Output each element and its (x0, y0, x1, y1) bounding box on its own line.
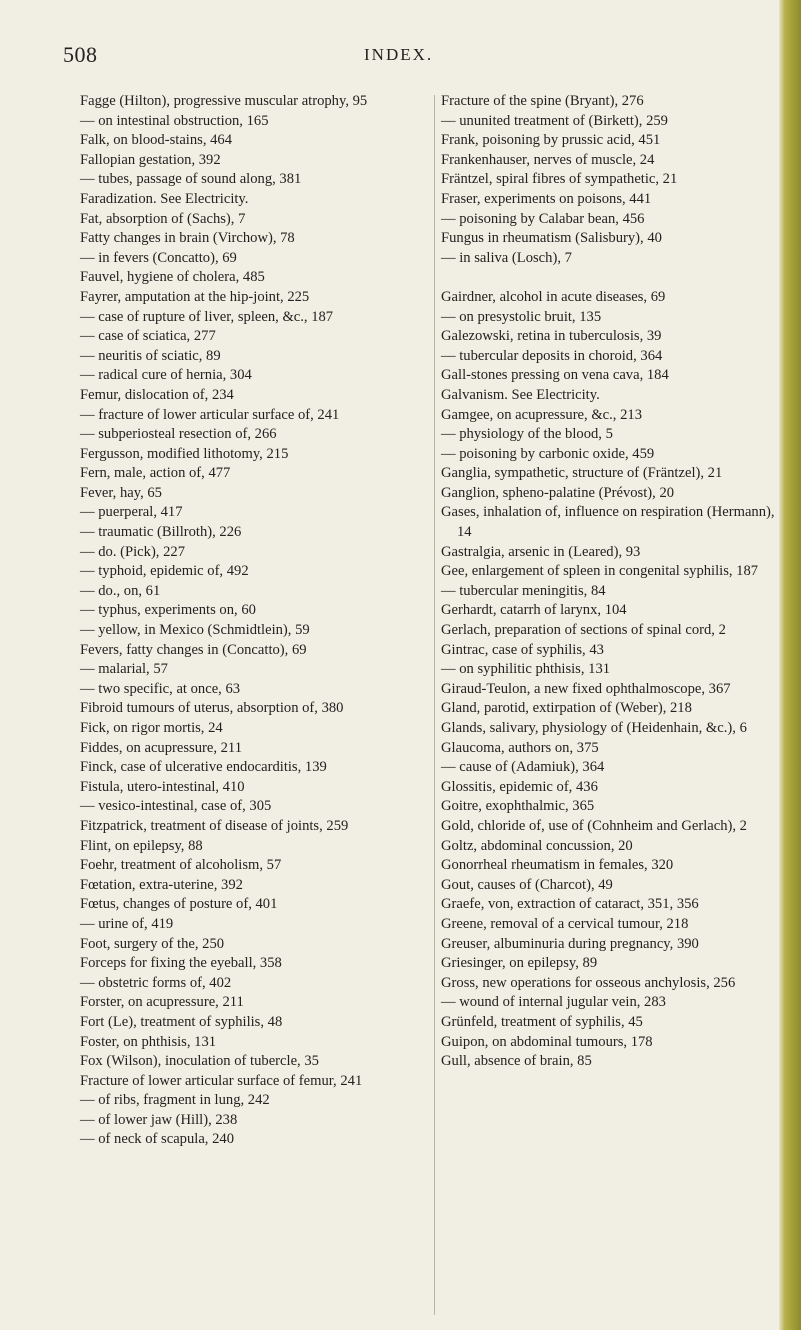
index-entry: — in fevers (Concatto), 69 (80, 249, 237, 266)
index-entry: — tubercular deposits in choroid, 364 (441, 347, 663, 364)
index-entry: — of lower jaw (Hill), 238 (80, 1111, 238, 1128)
index-entry: Fungus in rheumatism (Salisbury), 40 (441, 230, 662, 247)
index-entry: Guipon, on abdominal tumours, 178 (441, 1033, 653, 1050)
index-entry: Fracture of the spine (Bryant), 276 (441, 93, 644, 109)
page-number: 508 (63, 42, 98, 67)
index-entry: Finck, case of ulcerative endocarditis, 139 (80, 759, 327, 776)
index-entry: Gases, inhalation of, influence on respiration (Hermann), 14 (441, 504, 775, 541)
index-entry: Fern, male, action of, 477 (80, 465, 231, 482)
index-column-left (80, 92, 430, 1150)
index-entry: Fraser, experiments on poisons, 441 (441, 190, 652, 207)
index-entry: Forster, on acupressure, 211 (80, 994, 244, 1011)
index-entry: Fergusson, modified lithotomy, 215 (80, 445, 289, 462)
index-entry: Graefe, von, extraction of cataract, 351, 356 (441, 896, 699, 913)
index-entry: Fayrer, amputation at the hip-joint, 225 (80, 288, 310, 305)
index-entry: Gull, absence of brain, 85 (441, 1053, 592, 1070)
index-entry: Fever, hay, 65 (80, 484, 162, 501)
index-entry: Fallopian gestation, 392 (80, 151, 221, 168)
index-entry: Fistula, utero-intestinal, 410 (80, 778, 245, 795)
index-entry: — in saliva (Losch), 7 (441, 249, 572, 266)
index-entry: Glossitis, epidemic of, 436 (441, 778, 598, 795)
index-entry: — of neck of scapula, 240 (80, 1131, 234, 1148)
index-entry: Goitre, exophthalmic, 365 (441, 798, 595, 815)
index-entry: — tubercular meningitis, 84 (441, 582, 606, 599)
index-entry: — do. (Pick), 227 (80, 543, 185, 560)
index-entry: Forceps for fixing the eyeball, 358 (80, 955, 282, 972)
index-entry: — two specific, at once, 63 (80, 680, 241, 697)
index-entry: Gland, parotid, extirpation of (Weber), 218 (441, 700, 692, 717)
index-entry: — ununited treatment of (Birkett), 259 (441, 112, 668, 129)
index-entry: Faradization. See Electricity. (80, 190, 249, 207)
index-entry: Galezowski, retina in tuberculosis, 39 (441, 328, 662, 345)
index-entry: Fevers, fatty changes in (Concatto), 69 (80, 641, 307, 658)
index-entry: Galvanism. See Electricity. (441, 386, 600, 403)
index-entry: Gonorrheal rheumatism in females, 320 (441, 857, 674, 874)
index-entry: — physiology of the blood, 5 (441, 426, 613, 443)
index-entry: — case of sciatica, 277 (80, 328, 216, 345)
index-entry: Gamgee, on acupressure, &c., 213 (441, 406, 642, 423)
index-entry: Goltz, abdominal concussion, 20 (441, 837, 633, 854)
index-entry: Frankenhauser, nerves of muscle, 24 (441, 151, 655, 168)
index-entry: — cause of (Adamiuk), 364 (441, 759, 605, 776)
index-entry: Gall-stones pressing on vena cava, 184 (441, 367, 669, 384)
index-entry: Glaucoma, authors on, 375 (441, 739, 599, 756)
running-title: INDEX. (364, 45, 434, 64)
index-entry: — typhus, experiments on, 60 (80, 602, 256, 619)
index-entry: — yellow, in Mexico (Schmidtlein), 59 (80, 622, 310, 639)
index-entry: — case of rupture of liver, spleen, &c., 187 (80, 308, 334, 325)
index-entry: Fiddes, on acupressure, 211 (80, 739, 242, 756)
index-entry: Fick, on rigor mortis, 24 (80, 720, 223, 736)
index-entry: Falk, on blood-stains, 464 (80, 132, 233, 149)
index-entry: Gerlach, preparation of sections of spinal cord, 2 (441, 622, 726, 639)
index-entry: Fat, absorption of (Sachs), 7 (80, 210, 246, 227)
index-entry: Greuser, albuminuria during pregnancy, 390 (441, 935, 699, 952)
index-entry: Glands, salivary, physiology of (Heidenhain, &c.), 6 (441, 720, 747, 736)
index-entry: Gerhardt, catarrh of larynx, 104 (441, 602, 627, 619)
index-entry: Fitzpatrick, treatment of disease of joints, 259 (80, 817, 349, 834)
index-entry: — radical cure of hernia, 304 (80, 367, 252, 384)
index-entry: Fatty changes in brain (Virchow), 78 (80, 230, 295, 247)
index-entry: Flint, on epilepsy, 88 (80, 837, 203, 854)
index-entry: — fracture of lower articular surface of, 241 (80, 406, 340, 423)
index-entry: — puerperal, 417 (80, 504, 183, 521)
index-entry: — on intestinal obstruction, 165 (80, 112, 269, 129)
index-entry: — malarial, 57 (80, 661, 168, 678)
index-entry: Foster, on phthisis, 131 (80, 1033, 217, 1050)
index-entry: Greene, removal of a cervical tumour, 218 (441, 915, 689, 932)
index-entry: Fagge (Hilton), progressive muscular atrophy, 95 (80, 93, 368, 109)
index-entry: — on presystolic bruit, 135 (441, 308, 602, 325)
index-entry: Giraud-Teulon, a new fixed ophthalmoscope, 367 (441, 680, 731, 697)
index-entry: Fœtation, extra-uterine, 392 (80, 876, 243, 893)
index-entry: — traumatic (Billroth), 226 (80, 524, 242, 541)
index-entry: Gout, causes of (Charcot), 49 (441, 876, 613, 893)
index-entry: Ganglion, spheno-palatine (Prévost), 20 (441, 484, 675, 501)
index-entry: — wound of internal jugular vein, 283 (441, 994, 666, 1011)
column-divider (434, 95, 435, 1315)
index-entry: Grünfeld, treatment of syphilis, 45 (441, 1013, 643, 1030)
index-entry: — tubes, passage of sound along, 381 (80, 171, 302, 188)
index-entry: Ganglia, sympathetic, structure of (Fräntzel), 21 (441, 465, 723, 482)
index-entry: Foot, surgery of the, 250 (80, 935, 225, 952)
index-entry: Gee, enlargement of spleen in congenital syphilis, 187 (441, 563, 759, 580)
index-column-right (441, 92, 786, 1072)
index-entry: Fox (Wilson), inoculation of tubercle, 35 (80, 1053, 319, 1070)
index-entry: Foehr, treatment of alcoholism, 57 (80, 857, 282, 874)
index-entry: — poisoning by carbonic oxide, 459 (441, 445, 655, 462)
index-entry: Gross, new operations for osseous anchylosis, 256 (441, 974, 736, 991)
index-entry: — typhoid, epidemic of, 492 (80, 563, 249, 580)
index-entry: Gold, chloride of, use of (Cohnheim and Gerlach), 2 (441, 817, 747, 834)
index-entry: — vesico-intestinal, case of, 305 (80, 798, 272, 815)
index-entry: Fœtus, changes of posture of, 401 (80, 896, 278, 913)
letter-section-gap (441, 268, 786, 288)
index-entry: Fauvel, hygiene of cholera, 485 (80, 269, 265, 286)
index-entry: Fort (Le), treatment of syphilis, 48 (80, 1013, 283, 1030)
index-entry: — of ribs, fragment in lung, 242 (80, 1092, 270, 1109)
index-entry: Fräntzel, spiral fibres of sympathetic, 21 (441, 171, 678, 188)
index-entry: — urine of, 419 (80, 915, 174, 932)
index-entry: — on syphilitic phthisis, 131 (441, 661, 611, 678)
index-entry: Frank, poisoning by prussic acid, 451 (441, 132, 661, 149)
index-entry: — neuritis of sciatic, 89 (80, 347, 221, 364)
index-entry: Femur, dislocation of, 234 (80, 386, 234, 403)
index-entry: — do., on, 61 (80, 582, 161, 599)
index-entry: Fibroid tumours of uterus, absorption of, 380 (80, 700, 344, 717)
index-entry: — obstetric forms of, 402 (80, 974, 232, 991)
index-entry: Fracture of lower articular surface of femur, 241 (80, 1072, 363, 1089)
page-header (0, 42, 801, 72)
index-entry: Gastralgia, arsenic in (Leared), 93 (441, 543, 641, 560)
index-entry: — poisoning by Calabar bean, 456 (441, 210, 645, 227)
index-entry: Gairdner, alcohol in acute diseases, 69 (441, 288, 666, 305)
index-entry: — subperiosteal resection of, 266 (80, 426, 277, 443)
index-entry: Gintrac, case of syphilis, 43 (441, 641, 604, 658)
index-entry: Griesinger, on epilepsy, 89 (441, 955, 598, 972)
